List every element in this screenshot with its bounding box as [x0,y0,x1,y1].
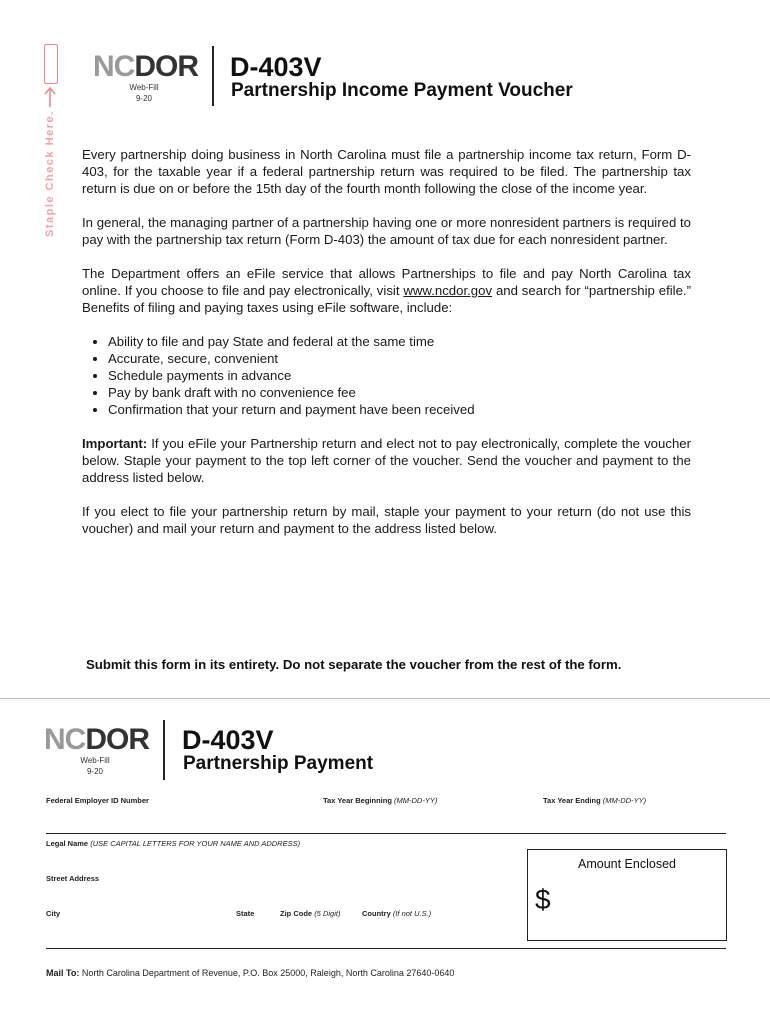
zip-code-label: Zip Code (5 Digit) [280,909,341,918]
submit-note: Submit this form in its entirety. Do not separate the voucher from the rest of the form. [86,657,622,672]
ncdor-logo: NCDOR [93,50,199,83]
amount-enclosed-box[interactable] [527,849,727,941]
mail-to-address: Mail To: North Carolina Department of Revenue, P.O. Box 25000, Raleigh, North Carolina 27640-0640 [46,968,455,978]
voucher-ncdor-logo: NCDOR [44,723,150,756]
instructions-paragraph-1: Every partnership doing business in North Carolina must file a partnership income tax return, Form D-403, for the taxable year if a federal partnership return was required to be filed. The partnership tax return is due on or before the 15th day of the fourth month following the close of the income year. [82,147,691,196]
voucher-header-divider [163,720,165,780]
form-title: Partnership Income Payment Voucher [231,80,573,101]
legal-name-label: Legal Name (USE CAPITAL LETTERS FOR YOUR NAME AND ADDRESS) [46,839,301,848]
list-item: • Accurate, secure, convenient [108,350,691,367]
list-item: • Schedule payments in advance [108,367,691,384]
list-item: • Confirmation that your return and payment have been received [108,401,691,418]
instructions-paragraph-2: In general, the managing partner of a partnership having one or more nonresident partners is required to pay with the partnership tax return (Form D-403) the amount of tax due for each nonresident partner. [82,215,691,247]
tax-year-ending-label: Tax Year Ending (MM-DD-YY) [543,796,647,805]
city-label: City [46,909,61,918]
benefits-list [82,333,691,418]
tax-year-beginning-label: Tax Year Beginning (MM-DD-YY) [323,796,438,805]
arrow-up-icon [42,86,58,108]
dollar-sign: $ [535,884,551,915]
state-label: State [236,909,255,918]
instructions-paragraph-5: If you elect to file your partnership return by mail, staple your payment to your return (do not use this voucher) and mail your return and payment to the address listed below. [82,504,691,536]
divider-line [46,833,726,834]
cut-line [0,698,770,700]
street-address-label: Street Address [46,874,100,883]
header-divider [212,46,214,106]
voucher-title: Partnership Payment [183,753,374,774]
web-fill-version: Web-Fill 9-20 [129,83,159,103]
voucher-web-fill-version: Web-Fill 9-20 [80,756,110,776]
list-item: • Pay by bank draft with no convenience fee [108,384,691,401]
staple-box [44,44,58,84]
instructions-paragraph-3: The Department offers an eFile service that allows Partnerships to file and pay North Carolina tax online. If you choose to file and pay electronically, visit www.ncdor.gov and search for “partnership efile.” Benefits of filing and paying taxes using eFile software, include: [82,266,691,315]
list-item: • Ability to file and pay State and federal at the same time [108,333,691,350]
divider-line [46,948,726,949]
fein-label: Federal Employer ID Number [46,796,149,805]
country-label: Country (If not U.S.) [362,909,432,918]
voucher-form-number: D-403V [182,725,274,755]
instructions-paragraph-4: Important: If you eFile your Partnership return and elect not to pay electronically, complete the voucher below. Staple your payment to the top left corner of the voucher. Send the voucher and payment to the address listed below. [82,436,691,485]
staple-check-here-label: Staple Check Here. [44,110,56,237]
amount-enclosed-label: Amount Enclosed [578,857,676,871]
ncdor-link[interactable]: www.ncdor.gov [403,283,493,298]
form-number: D-403V [230,52,322,82]
instructions [82,146,691,554]
